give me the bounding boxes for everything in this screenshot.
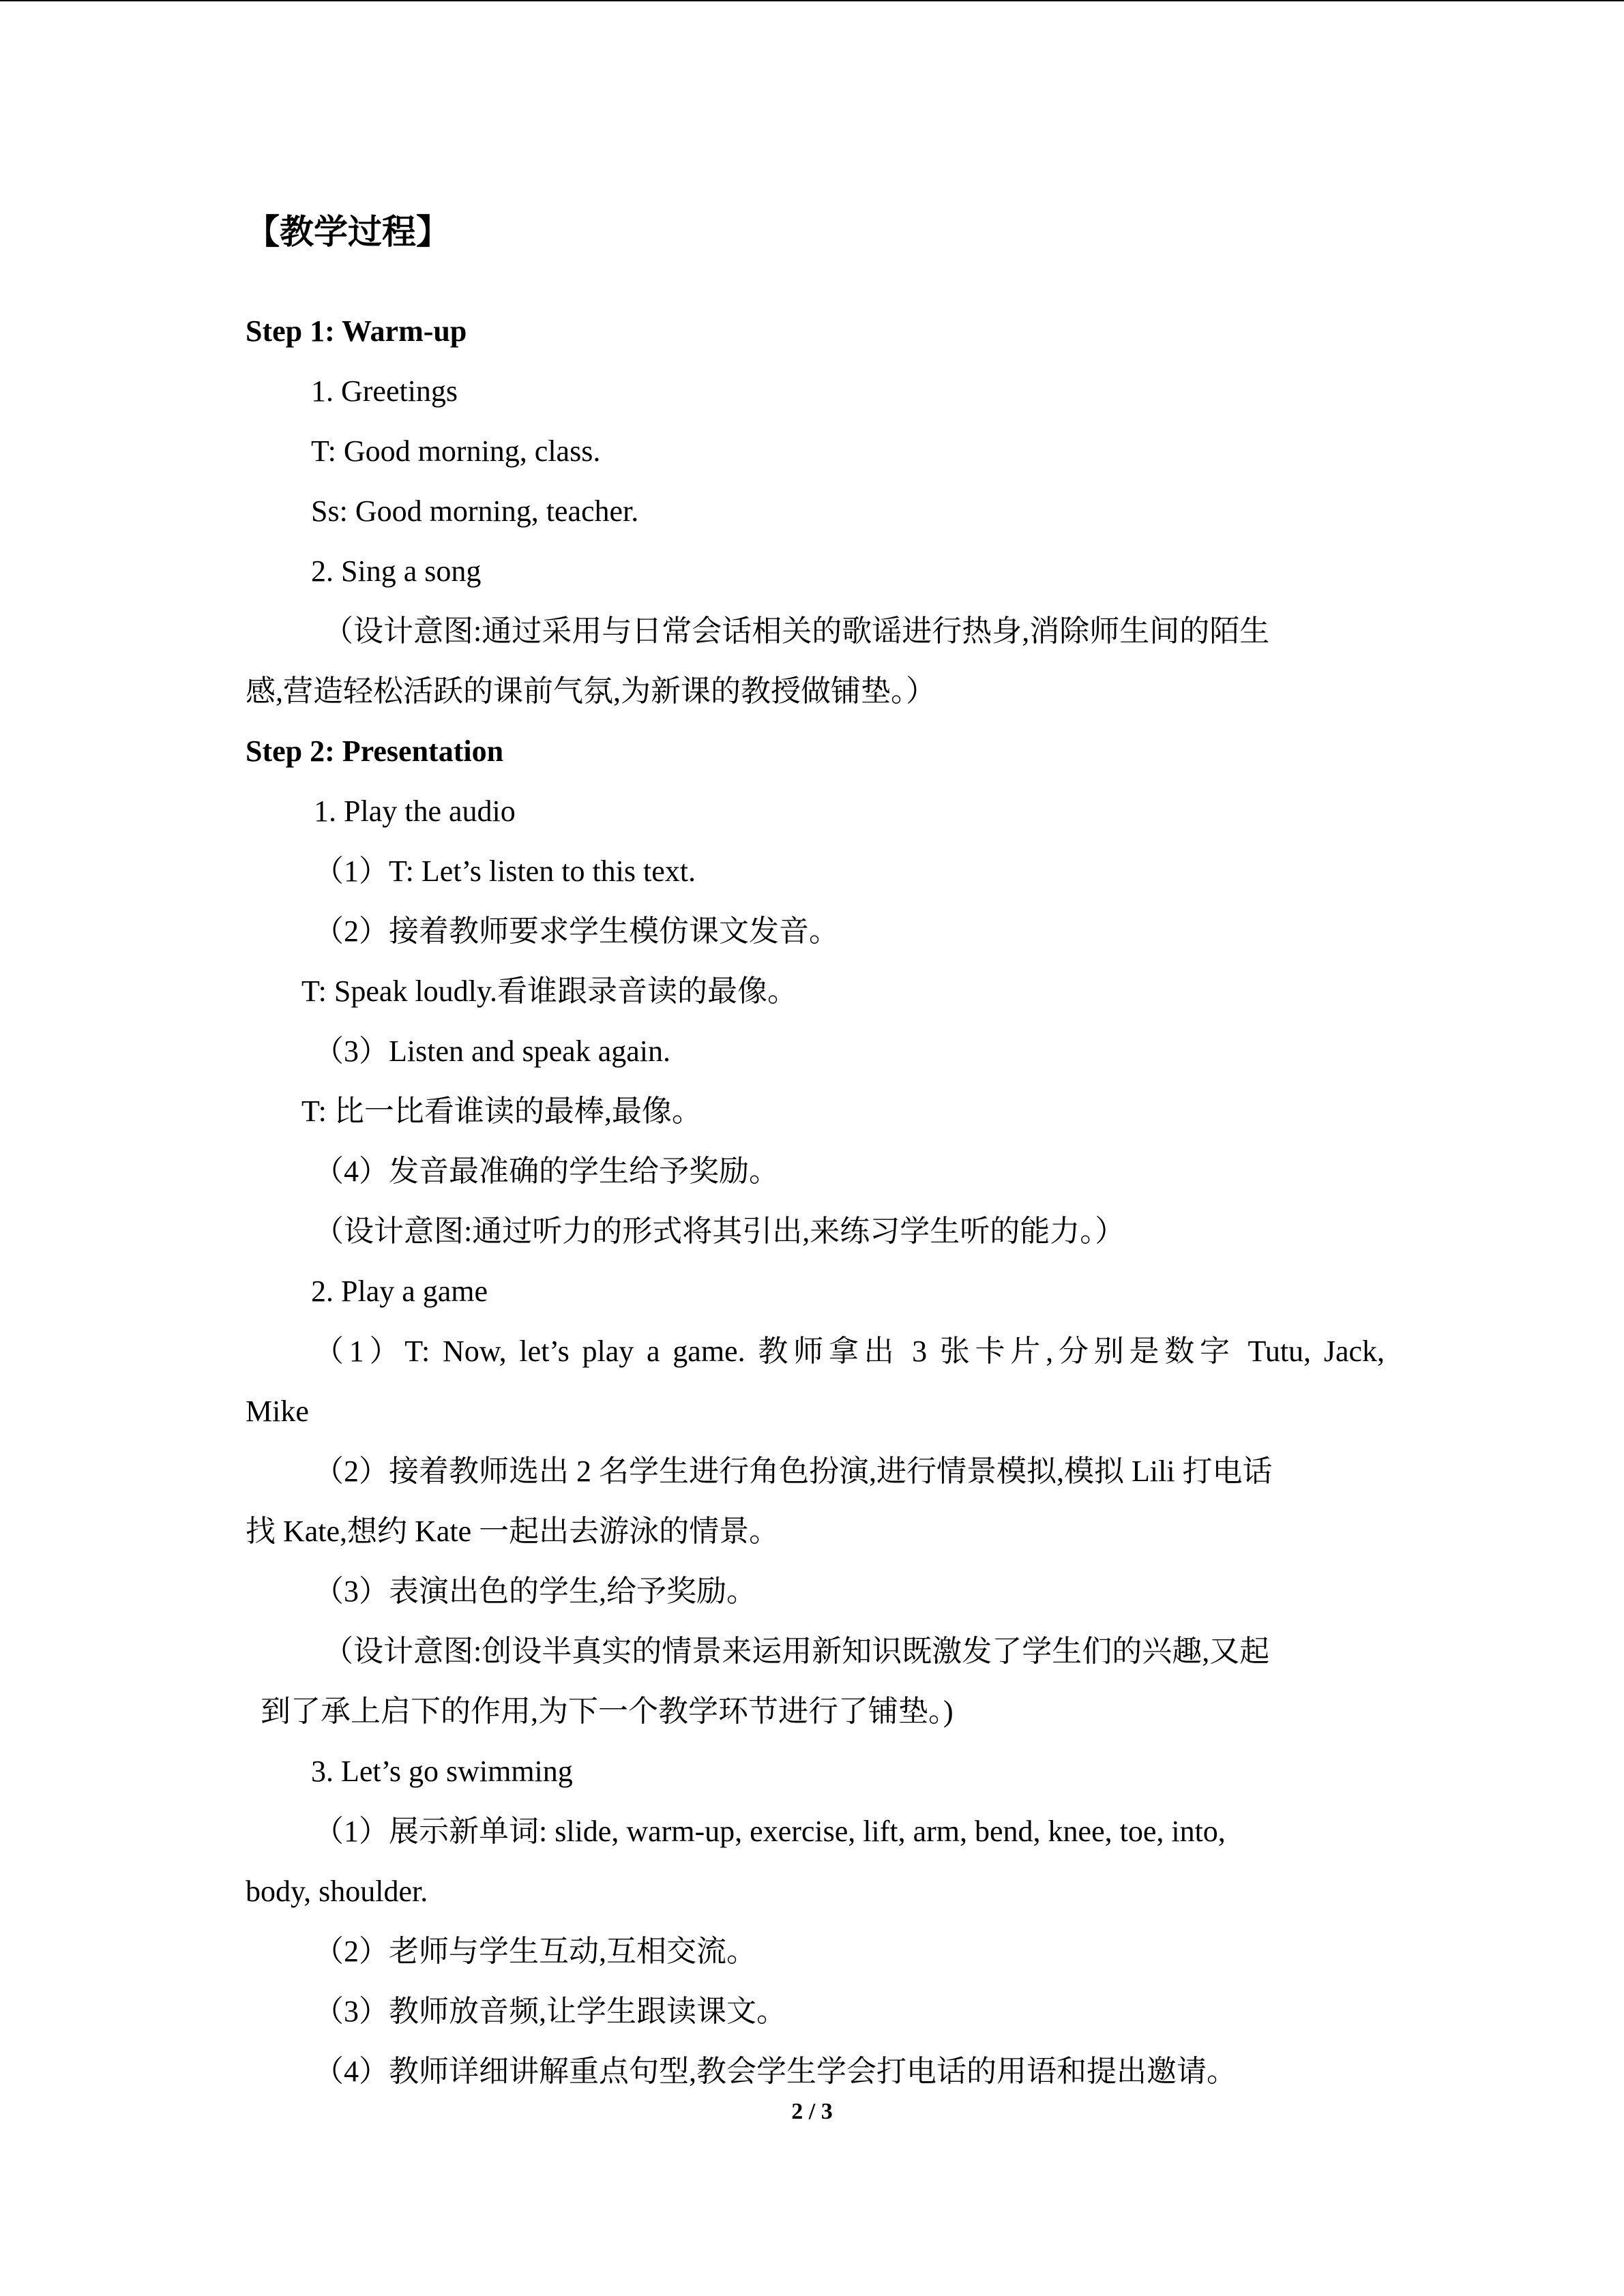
paragraph-line: T: 比一比看谁读的最棒,最像。 [301,1094,702,1128]
page-number: 2 / 3 [791,2099,833,2124]
step-2-title: Step 2: Presentation [246,734,504,768]
paragraph-line: T: Good morning, class. [311,434,601,468]
paragraph-line: body, shoulder. [246,1875,428,1908]
paragraph-line: 找 Kate,想约 Kate 一起出去游泳的情景。 [246,1515,780,1548]
paragraph-line: Mike [246,1395,309,1428]
paragraph-line: （设计意图:通过采用与日常会话相关的歌谣进行热身,消除师生间的陌生 [323,614,1270,648]
paragraph-line: （2）接着教师选出 2 名学生进行角色扮演,进行情景模拟,模拟 Lili 打电话 [314,1455,1273,1488]
paragraph-line: 1. Play the audio [314,794,516,828]
paragraph-line: 2. Sing a song [311,554,482,588]
paragraph-line: （3）表演出色的学生,给予奖励。 [314,1575,756,1608]
paragraph-line: （3）Listen and speak again. [314,1034,670,1068]
step-1-title: Step 1: Warm-up [246,314,467,348]
paragraph-line: （1）T: Let’s listen to this text. [314,854,696,888]
paragraph-line: （设计意图:创设半真实的情景来运用新知识既激发了学生们的兴趣,又起 [323,1635,1270,1668]
paragraph-line: Ss: Good morning, teacher. [311,494,639,528]
paragraph-line: （4）发音最准确的学生给予奖励。 [314,1154,779,1188]
paragraph-line: 1. Greetings [311,374,458,408]
paragraph-line: 感,营造轻松活跃的课前气氛,为新课的教授做铺垫。） [246,674,936,708]
paragraph-line: 到了承上启下的作用,为下一个教学环节进行了铺垫。) [261,1695,954,1728]
paragraph-line: （2）接着教师要求学生模仿课文发音。 [314,914,839,948]
paragraph-line: （设计意图:通过听力的形式将其引出,来练习学生听的能力。） [314,1214,1125,1248]
paragraph-line: T: Speak loudly.看谁跟录音读的最像。 [301,974,798,1008]
paragraph-line: 2. Play a game [311,1274,488,1308]
document-body [246,205,1385,2102]
paragraph-line: 3. Let’s go swimming [311,1755,573,1788]
paragraph-line: （1）展示新单词: slide, warm-up, exercise, lift, arm, bend, knee, toe, into, [314,1815,1226,1848]
page-top-border [0,0,1624,1]
paragraph-line: （1）T: Now, let’s play a game. 教师拿出 3 张卡片,分别是数字 Tutu, Jack, [314,1335,1385,1368]
paragraph-line: （4）教师详细讲解重点句型,教会学生学会打电话的用语和提出邀请。 [314,2055,1237,2088]
section-title: 【教学过程】 [246,213,450,251]
paragraph-line: （2）老师与学生互动,互相交流。 [314,1935,756,1968]
paragraph-line: （3）教师放音频,让学生跟读课文。 [314,1995,786,2028]
